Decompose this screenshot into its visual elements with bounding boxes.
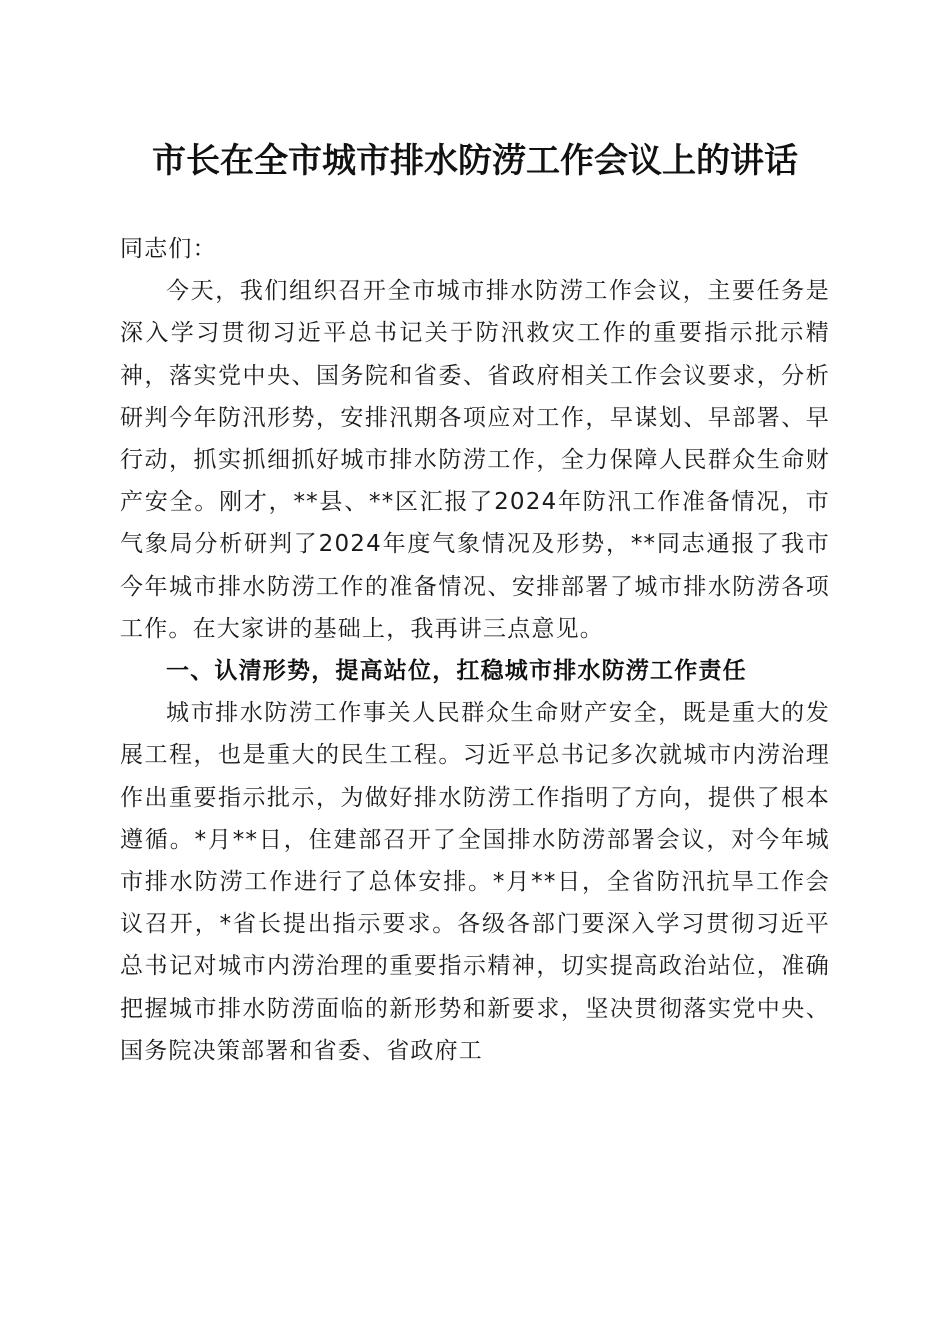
salutation: 同志们： (120, 236, 217, 262)
document-title: 市长在全市城市排水防涝工作会议上的讲话 (152, 141, 798, 181)
section-1-paragraph: 城市排水防涝工作事关人民群众生命财产安全，既是重大的发展工程，也是重大的民生工程。习近平总书记多次就城市内涝治理作出重要指示批示，为做好排水防涝工作指明了方向，提供了根本遵循。*月**日，住建部召开了全国排水防涝部署会议，对今年城市排水防涝工作进行了总体安排。*月**日，全省防汛抗旱工作会议召开，*省长提出指示要求。各级各部门要深入学习贯彻习近平总书记对城市内涝治理的重要指示精神，切实提高政治站位，准确把握城市排水防涝面临的新形势和新要求，坚决贯彻落实党中央、国务院决策部署和省委、省政府工 (120, 700, 830, 1064)
section-heading-1: 一、认清形势，提高站位，扛稳城市排水防涝工作责任 (166, 658, 747, 685)
opening-paragraph: 今天，我们组织召开全市城市排水防涝工作会议，主要任务是深入学习贯彻习近平总书记关于防汛救灾工作的重要指示批示精神，落实党中央、国务院和省委、省政府相关工作会议要求，分析研判今年防汛形势，安排汛期各项应对工作，早谋划、早部署、早行动，抓实抓细抓好城市排水防涝工作，全力保障人民群众生命财产安全。刚才，**县、**区汇报了2024年防汛工作准备情况，市气象局分析研判了2024年度气象情况及形势，**同志通报了我市今年城市排水防涝工作的准备情况、安排部署了城市排水防涝各项工作。在大家讲的基础上，我再讲三点意见。 (120, 278, 830, 642)
document-body (120, 228, 830, 1072)
